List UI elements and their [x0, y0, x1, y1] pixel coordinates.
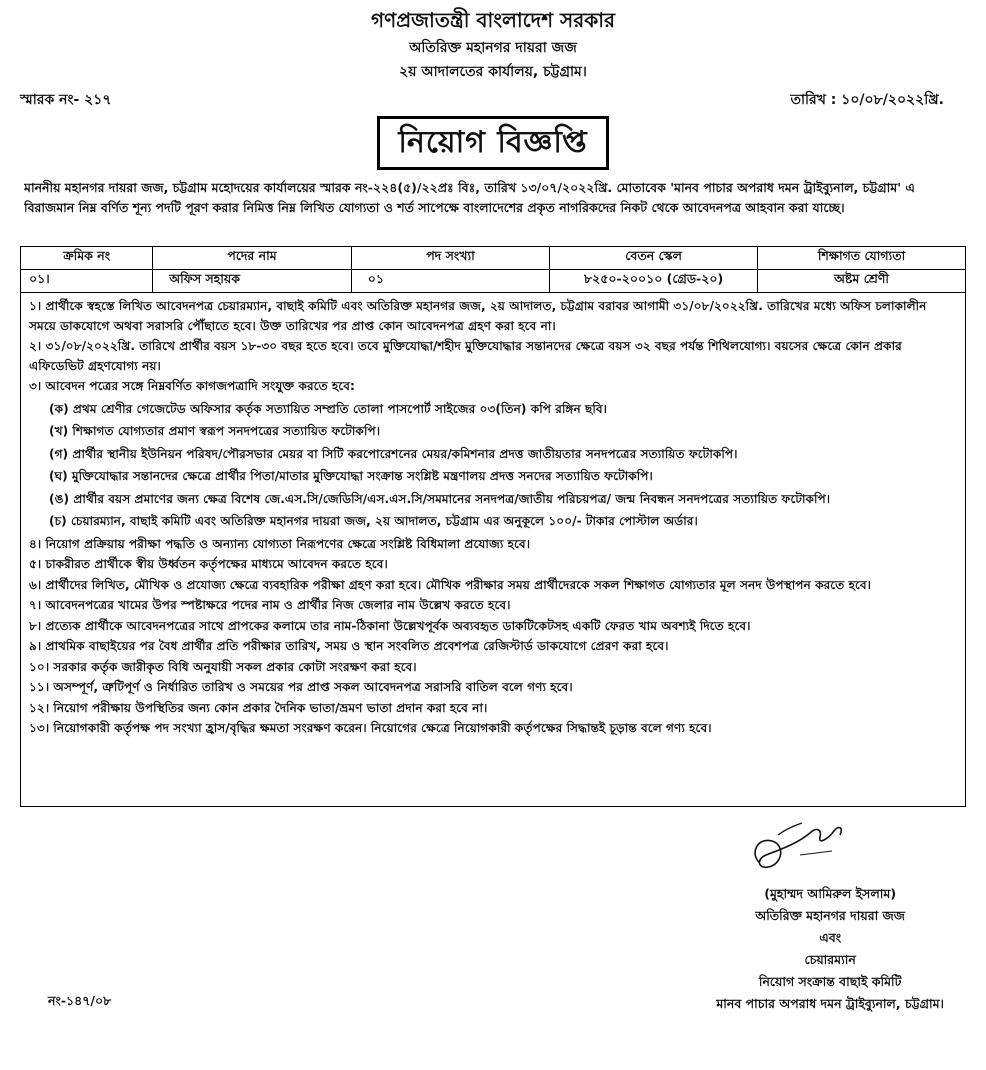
- condition-1: ১। প্রার্থীকে স্বহস্তে লিখিত আবেদনপত্র চেয়ারম্যান, বাছাই কমিটি এবং অতিরিক্ত মহানগর জজ, ২য় আদালত, চট্টগ্রাম বরাবর আগামী ৩১/০৮/২০২২খ্রি. তারিখের মধ্যে অফিস চলাকালীন সময়ে ডাকযোগে অথবা সরাসরি পৌঁছাতে হবে। উক্ত তারিখের পর প্রাপ্ত কোন আবেদনপত্র গ্রহণ করা হবে না।: [29, 299, 927, 333]
- notice-heading: [20, 116, 966, 174]
- intro-paragraph: মাননীয় মহানগর দায়রা জজ, চট্টগ্রাম মহোদয়ের কার্যালয়ের স্মারক নং-২২৪(৫)/২২প্রঃ বিঃ, তারিখ ১৩/০৭/২০২২খ্রি. মোতাবেক 'মানব পাচার অপরাধ দমন ট্রাইব্যুনাল, চট্টগ্রাম' এ বিরাজমান নিম্ন বর্ণিত শূন্য পদটি পূরণ করার নিমিত্ত নিম্ন লিখিত যোগ্যতা ও শর্ত সাপেক্ষে বাংলাদেশের প্রকৃত নাগরিকদের নিকট থেকে আবেদনপত্র আহবান করা যাচ্ছে।: [24, 180, 915, 215]
- handwritten-signature: [742, 815, 852, 875]
- notice-title: নিয়োগ বিজ্ঞপ্তি: [377, 116, 608, 170]
- condition-3-b: (খ) শিক্ষাগত যোগ্যতার প্রমাণ স্বরূপ সনদপত্রের সত্যায়িত ফটোকপি।: [49, 424, 381, 438]
- memo-row: [20, 86, 966, 114]
- table-header-row: [21, 247, 966, 270]
- condition-3-a: (ক) প্রথম শ্রেণীর গেজেটেড অফিসার কর্তৃক সত্যায়িত সম্প্রতি তোলা পাসপোর্ট সাইজের ০৩(তিন) কপি রঙ্গিন ছবি।: [49, 401, 608, 416]
- cell-qualification: অষ্টম শ্রেণী: [758, 270, 966, 293]
- condition-3-f: (চ) চেয়ারম্যান, বাছাই কমিটি এবং অতিরিক্ত মহানগর দায়রা জজ, ২য় আদালত, চট্টগ্রাম এর অনুকূলে ১০০/- টাকার পোস্টাল অর্ডার।: [49, 514, 698, 528]
- condition-11: ১১। অসম্পূর্ণ, ত্রুটিপূর্ণ ও নির্ধারিত তারিখ ও সময়ের পর প্রাপ্ত সকল আবেদনপত্র সরাসরি বাতিল বলে গণ্য হবে।: [29, 680, 573, 694]
- condition-4: ৪। নিয়োগ প্রক্রিয়ায় পরীক্ষা পদ্ধতি ও অন্যান্য যোগ্যতা নিরূপণের ক্ষেত্রে সংশ্লিষ্ট বিধিমালা প্রযোজ্য হবে।: [29, 536, 531, 551]
- signatory-and: এবং: [819, 930, 842, 945]
- memo-number: স্মারক নং- ২১৭: [20, 92, 112, 108]
- conditions-box: [20, 293, 966, 807]
- col-qualification-header: শিক্ষাগত যোগ্যতা: [758, 247, 966, 270]
- letterhead: [20, 0, 966, 84]
- col-serial-header: ক্রমিক নং: [21, 247, 153, 270]
- col-post-header: পদের নাম: [153, 247, 351, 270]
- government-title: গণপ্রজাতন্ত্রী বাংলাদেশ সরকার: [371, 8, 615, 32]
- condition-9: ৯। প্রাথমিক বাছাইয়ের পর বৈধ প্রার্থীর প্রতি পরীক্ষার তারিখ, সময় ও স্থান সংবলিত প্রবেশপত্র রেজিস্টার্ড ডাকযোগে প্রেরণ করা হবে।: [29, 639, 669, 653]
- table-row: [21, 270, 966, 293]
- condition-2: ২। ৩১/০৮/২০২২খ্রি. তারিখে প্রার্থীর বয়স ১৮-৩০ বছর হতে হবে। তবে মুক্তিযোদ্ধা/শহীদ মুক্তিযোদ্ধার সন্তানদের ক্ষেত্রে বয়স ৩২ বছর পর্যন্ত শিথিলযোগ্য। বয়সের ক্ষেত্রে কোন প্রকার এফিডেভিট গ্রহণযোগ্য নয়।: [29, 339, 902, 373]
- cell-serial: ০১।: [21, 270, 153, 293]
- signatory-name: (মুহাম্মদ আমিরুল ইসলাম): [764, 886, 897, 901]
- condition-10: ১০। সরকার কর্তৃক জারীকৃত বিধি অনুযায়ী সকল প্রকার কোটা সংরক্ষণ করা হবে।: [29, 659, 417, 674]
- court-office: ২য় আদালতের কার্যালয়, চট্টগ্রাম।: [399, 64, 587, 80]
- signatory-title-4: মানব পাচার অপরাধ দমন ট্রাইব্যুনাল, চট্টগ্রাম।: [716, 996, 944, 1011]
- cell-count: ০১: [351, 270, 549, 293]
- footer-reference: নং-১৪৭/০৮: [48, 993, 112, 1008]
- cell-post: অফিস সহায়ক: [153, 270, 351, 293]
- condition-6: ৬। প্রার্থীদের লিখিত, মৌখিক ও প্রযোজ্য ক্ষেত্রে ব্যবহারিক পরীক্ষা গ্রহণ করা হবে। মৌখিক পরীক্ষার সময় প্রার্থীদেরকে সকল শিক্ষাগত যোগ্যতার মূল সনদ উপস্থাপন করতে হবে।: [29, 577, 872, 592]
- signatory-details: [716, 883, 944, 1015]
- condition-13: ১৩। নিয়োগকারী কর্তৃপক্ষ পদ সংখ্যা হ্রাস/বৃদ্ধির ক্ষমতা সংরক্ষণ করেন। নিয়োগের ক্ষেত্রে নিয়োগকারী কর্তৃপক্ষের সিদ্ধান্তই চূড়ান্ত বলে গণ্য হবে।: [29, 721, 712, 735]
- signature-block: [20, 807, 966, 1017]
- condition-8: ৮। প্রত্যেক প্রার্থীকে আবেদনপত্রের সাথে প্রাপকের কলামে তার নাম-ঠিকানা উল্লেখপূর্বক অব্যবহৃত ডাকটিকেটসহ একটি ফেরত খাম অবশ্যই দিতে হবে।: [29, 618, 751, 633]
- signatory-title-3: নিয়োগ সংক্রান্ত বাছাই কমিটি: [758, 974, 902, 989]
- memo-date: তারিখ : ১০/০৮/২০২২খ্রি.: [790, 92, 944, 108]
- signatory-title-2: চেয়ারম্যান: [804, 952, 856, 967]
- condition-12: ১২। নিয়োগ পরীক্ষায় উপস্থিতির জন্য কোন প্রকার দৈনিক ভাতা/ভ্রমণ ভাতা প্রদান করা হবে না।: [29, 700, 488, 715]
- col-scale-header: বেতন স্কেল: [550, 247, 758, 270]
- condition-3-c: (গ) প্রার্থীর স্থানীয় ইউনিয়ন পরিষদ/পৌরসভার মেয়র বা সিটি করপোরেশনের মেয়র/কমিশনার প্রদত্ত জাতীয়তার সনদপত্রের সত্যায়িত ফটোকপি।: [49, 446, 738, 461]
- condition-5: ৫। চাকরীরত প্রার্থীকে স্বীয় উর্ধ্বতন কর্তৃপক্ষের মাধ্যমে আবেদন করতে হবে।: [29, 557, 388, 571]
- office-name: অতিরিক্ত মহানগর দায়রা জজ: [409, 40, 577, 56]
- cell-scale: ৮২৫০-২০০১০ (গ্রেড-২০): [550, 270, 758, 293]
- col-count-header: পদ সংখ্যা: [351, 247, 549, 270]
- condition-3-e: (ঙ) প্রার্থীর বয়স প্রমাণের জন্য ক্ষেত্র বিশেষ জে.এস.সি/জেডিসি/এস.এস.সি/সমমানের সনদপত্র/জাতীয় পরিচয়পত্র/ জন্ম নিবন্ধন সনদপত্রের সত্যায়িত ফটোকপি।: [49, 491, 831, 506]
- post-table: [20, 246, 966, 293]
- signatory-title-1: অতিরিক্ত মহানগর দায়রা জজ: [755, 908, 905, 923]
- condition-3-d: (ঘ) মুক্তিযোদ্ধার সন্তানদের ক্ষেত্রে প্রার্থীর পিতা/মাতার মুক্তিযোদ্ধা সংক্রান্ত সংশ্লিষ্ট মন্ত্রণালয় প্রদত্ত সনদের সত্যায়িত ফটোকপি।: [49, 469, 653, 483]
- condition-7: ৭। আবেদনপত্রের খামের উপর স্পষ্টাক্ষরে পদের নাম ও প্রার্থীর নিজ জেলার নাম উল্লেখ করতে হবে।: [29, 598, 511, 612]
- condition-3: ৩। আবেদন পত্রের সঙ্গে নিম্নবর্ণিত কাগজপত্রাদি সংযুক্ত করতে হবে:: [29, 379, 355, 393]
